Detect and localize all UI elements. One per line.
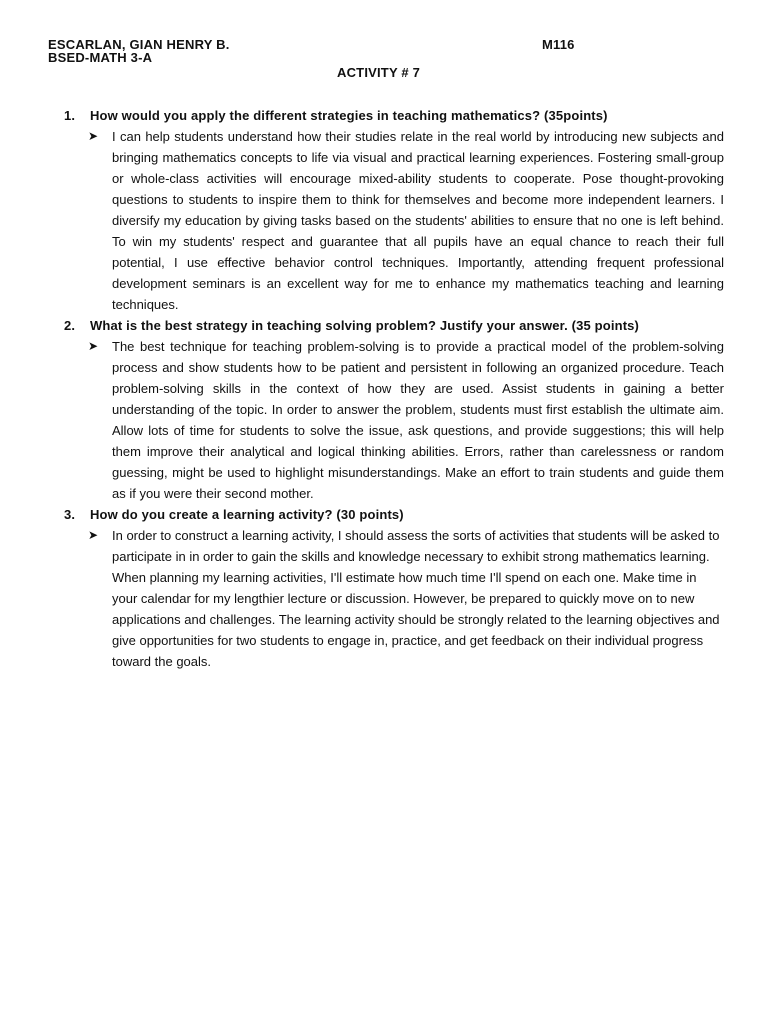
question-text: What is the best strategy in teaching solving problem? Justify your answer. (35 points) xyxy=(90,318,640,333)
question-heading xyxy=(64,504,724,525)
arrow-bullet-icon: ➤ xyxy=(88,129,99,143)
question-text: How do you create a learning activity? (30 points) xyxy=(90,507,404,522)
question-item-1 xyxy=(64,105,724,315)
question-heading xyxy=(64,105,724,126)
answer-block xyxy=(88,336,724,504)
activity-title: ACTIVITY # 7 xyxy=(337,65,421,80)
question-item-3 xyxy=(64,504,724,672)
question-number: 1. xyxy=(64,108,76,123)
subject-code: M116 xyxy=(542,37,575,52)
question-item-2 xyxy=(64,315,724,504)
question-text: How would you apply the different strategies in teaching mathematics? (35points) xyxy=(90,108,608,123)
answer-text: In order to construct a learning activity, I should assess the sorts of activities that students will be asked to participate in in order to gain the skills and knowledge necessary to exhibit strong mathematics learning. When planning my learning activities, I'll estimate how much time I'll spend on each one. Make time in your calendar for my lengthier lecture or discussion. However, be prepared to quickly move on to new applications and challenges. The learning activity should be strongly related to the learning objectives and give opportunities for two students to engage in, practice, and get feedback on their individual progress toward the goals. xyxy=(112,528,720,669)
answer-text: The best technique for teaching problem-solving is to provide a practical model of the problem-solving process and show students how to be patient and persistent in following an organized procedure. Teach problem-solving skills in the context of how they are used. Assist students in gaining a better understanding of the topic. In order to answer the problem, students must first establish the ultimate aim. Allow lots of time for students to solve the issue, ask questions, and provide suggestions; this will help them improve their analytical and logical thinking abilities. Errors, rather than carelessness or random guessing, might be used to highlight misunderstandings. Make an effort to train students and guide them as if you were their second mother. xyxy=(112,339,724,501)
answer-block xyxy=(88,126,724,315)
answer-text: I can help students understand how their studies relate in the real world by introducing new subjects and bringing mathematics concepts to life via visual and practical learning experiences. Fostering small-group or whole-class activities will encourage mixed-ability students to cooperate. Pose thought-provoking questions to students to inspire them to think for themselves and become more independent learners. I diversify my education by giving tasks based on the students' abilities to ensure that no one is left behind. To win my students' respect and guarantee that all pupils have an equal chance to reach their full potential, I use effective behavior control techniques. Importantly, attending frequent professional development seminars is an excellent way for me to enhance my mathematics teaching and learning techniques. xyxy=(112,129,724,312)
question-list xyxy=(64,105,724,672)
answer-block xyxy=(88,525,724,672)
student-course: BSED-MATH 3-A xyxy=(48,50,153,65)
arrow-bullet-icon: ➤ xyxy=(88,528,99,542)
question-number: 3. xyxy=(64,507,76,522)
question-heading xyxy=(64,315,724,336)
question-number: 2. xyxy=(64,318,76,333)
student-name: ESCARLAN, GIAN HENRY B. xyxy=(48,37,230,52)
arrow-bullet-icon: ➤ xyxy=(88,339,99,353)
